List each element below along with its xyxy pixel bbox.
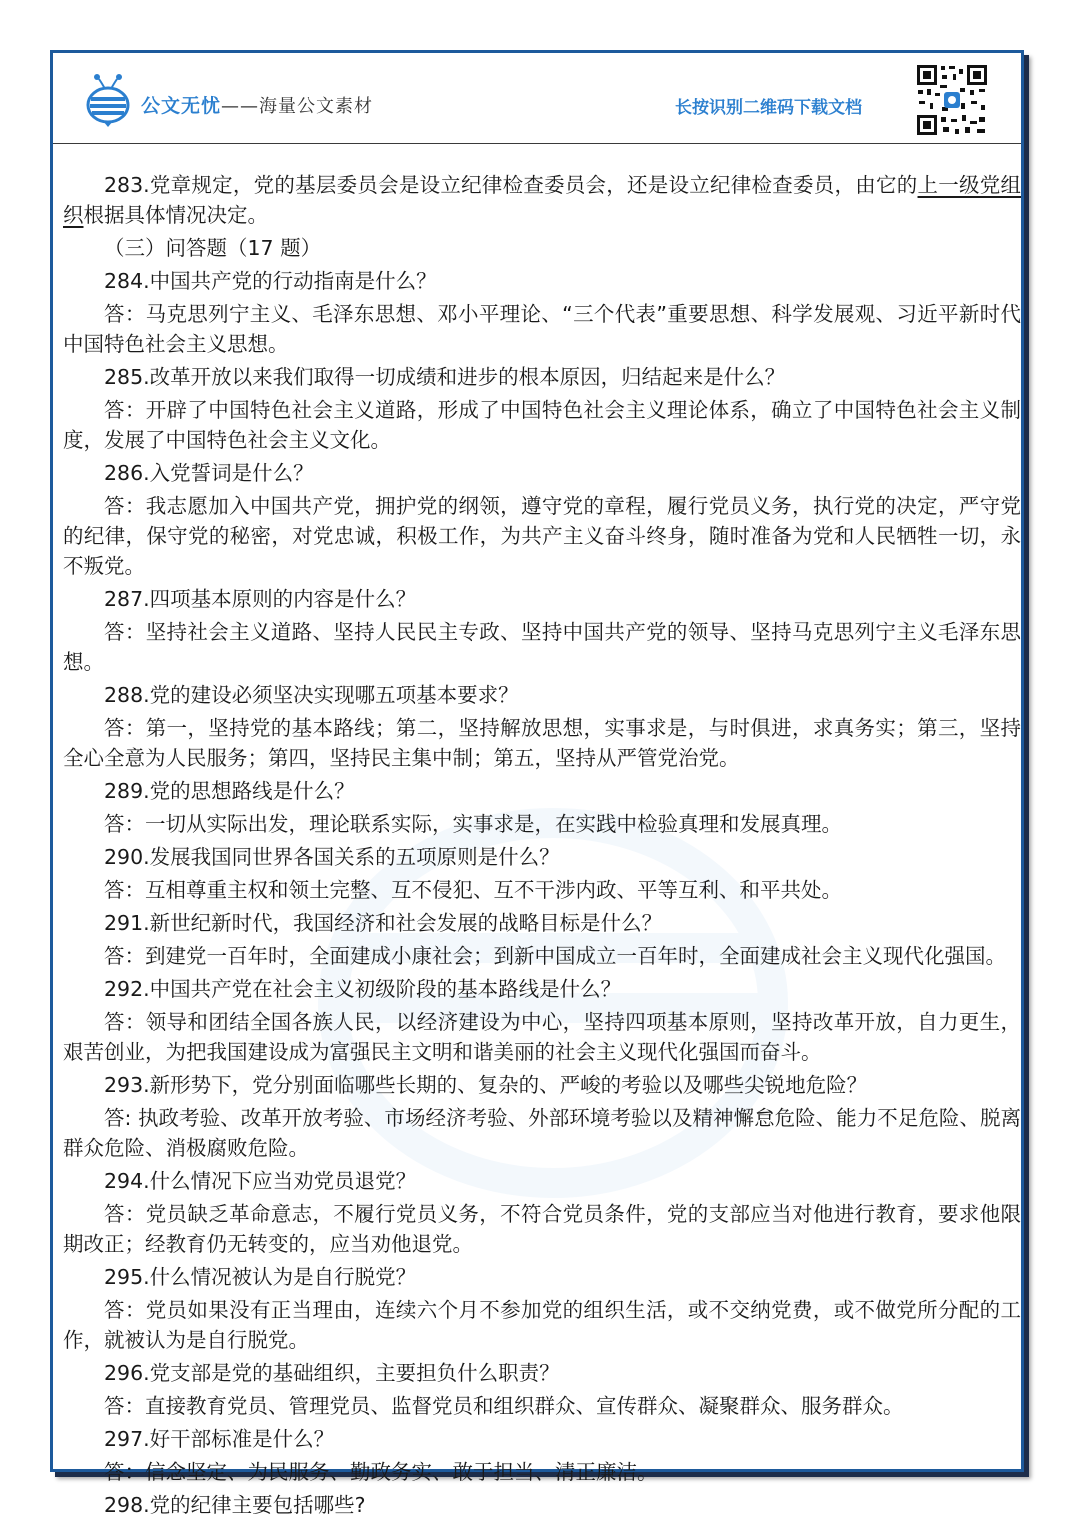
question-296: 296.党支部是党的基础组织，主要担负什么职责？ [104,1361,560,1385]
question-285: 285.改革开放以来我们取得一切成绩和进步的根本原因，归结起来是什么？ [104,365,786,389]
question-298: 298.党的纪律主要包括哪些? [104,1493,366,1517]
answer-290: 答：互相尊重主权和领土完整、互不侵犯、互不干涉内政、平等互利、和平共处。 [104,878,842,902]
question-287: 287.四项基本原则的内容是什么？ [104,587,417,611]
scan-qr-prompt: 长按识别二维码下载文档 [675,98,862,118]
section-heading: （三）问答题（17 题） [104,236,322,260]
question-284: 284.中国共产党的行动指南是什么？ [104,269,437,293]
answer-293: 答: 执政考验、改革开放考验、市场经济考验、外部环境考验以及精神懈怠危险、能力不足危险、脱离群众危险、消极腐败危险。 [63,1106,1021,1160]
answer-284: 答：马克思列宁主义、毛泽东思想、邓小平理论、“三个代表”重要思想、科学发展观、习近平新时代中国特色社会主义思想。 [63,302,1021,356]
bee-logo-icon [83,71,133,127]
qr-code-icon[interactable] [915,63,989,137]
question-289: 289.党的思想路线是什么？ [104,779,355,803]
question-286: 286.入党誓词是什么？ [104,461,314,485]
answer-291: 答：到建党一百年时，全面建成小康社会；到新中国成立一百年时，全面建成社会主义现代化强国。 [104,944,1006,968]
question-291: 291.新世纪新时代，我国经济和社会发展的战略目标是什么？ [104,911,663,935]
question-290: 290.发展我国同世界各国关系的五项原则是什么？ [104,845,560,869]
question-292: 292.中国共产党在社会主义初级阶段的基本路线是什么？ [104,977,622,1001]
question-295: 295.什么情况被认为是自行脱党？ [104,1265,417,1289]
brand-name: 公文无忧 [141,95,222,117]
answer-295: 答：党员如果没有正当理由，连续六个月不参加党的组织生活，或不交纳党费，或不做党所分配的工作，就被认为是自行脱党。 [63,1298,1021,1352]
question-297: 297.好干部标准是什么？ [104,1427,335,1451]
brand-tagline: ——海量公文素材 [221,96,374,117]
answer-285: 答：开辟了中国特色社会主义道路，形成了中国特色社会主义理论体系，确立了中国特色社会主义制度，发展了中国特色社会主义文化。 [63,398,1021,452]
answer-296: 答：直接教育党员、管理党员、监督党员和组织群众、宣传群众、凝聚群众、服务群众。 [104,1394,904,1418]
question-288: 288.党的建设必须坚决实现哪五项基本要求？ [104,683,519,707]
answer-297: 答：信念坚定、为民服务、勤政务实、敢于担当、清正廉洁。 [104,1460,658,1484]
answer-289: 答：一切从实际出发，理论联系实际，实事求是，在实践中检验真理和发展真理。 [104,812,842,836]
brand-title [141,91,373,118]
answer-287: 答：坚持社会主义道路、坚持人民民主专政、坚持中国共产党的领导、坚持马克思列宁主义毛泽东思想。 [63,620,1021,674]
answer-288: 答：第一，坚持党的基本路线；第二，坚持解放思想，实事求是，与时俱进，求真务实；第三，坚持全心全意为人民服务；第四，坚持民主集中制；第五，坚持从严管党治党。 [63,716,1021,770]
answer-286: 答：我志愿加入中国共产党，拥护党的纲领，遵守党的章程，履行党员义务，执行党的决定，严守党的纪律，保守党的秘密，对党忠诚，积极工作，为共产主义奋斗终身，随时准备为党和人民牺牲一切，永不叛党。 [63,494,1021,578]
answer-292: 答：领导和团结全国各族人民，以经济建设为中心，坚持四项基本原则，坚持改革开放，自力更生，艰苦创业，为把我国建设成为富强民主文明和谐美丽的社会主义现代化强国而奋斗。 [63,1010,1021,1064]
question-293: 293.新形势下，党分别面临哪些长期的、复杂的、严峻的考验以及哪些尖锐地危险？ [104,1073,868,1097]
document-page [50,50,1024,1517]
question-294: 294.什么情况下应当劝党员退党？ [104,1169,417,1193]
answer-294: 答：党员缺乏革命意志，不履行党员义务，不符合党员条件，党的支部应当对他进行教育，要求他限期改正；经教育仍无转变的，应当劝他退党。 [63,1202,1021,1256]
item-283: 283.党章规定，党的基层委员会是设立纪律检查委员会，还是设立纪律检查委员，由它的上一级党组织根据具体情况决定。 [63,173,1022,227]
document-body [63,170,1021,1520]
underlined-answer: 上一级党组织 [63,173,1022,227]
page-header [53,53,1021,144]
